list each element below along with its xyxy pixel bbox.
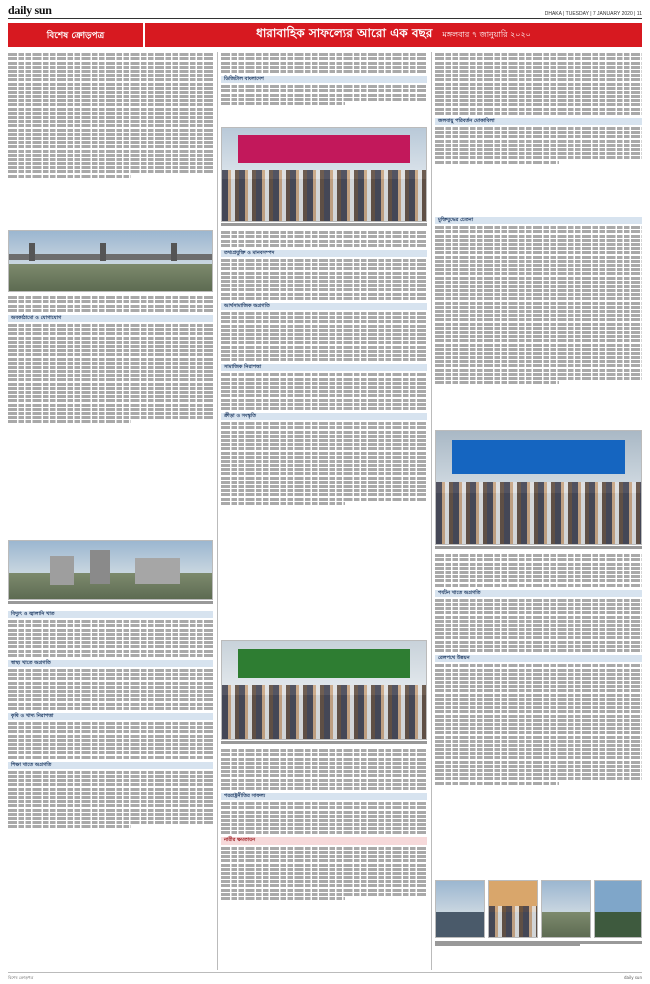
column-2-top <box>221 52 427 124</box>
masthead <box>8 5 642 19</box>
footer-right: daily sun <box>623 975 642 980</box>
bottom-strip-photo-1 <box>435 880 485 938</box>
column-1-bottom <box>8 608 213 968</box>
section-heading: পররাষ্ট্রনীতির সাফল্য <box>221 793 427 800</box>
column-2-bottom <box>221 748 427 968</box>
column-1-top <box>8 52 213 228</box>
footer-left: বিশেষ ক্রোড়পত্র <box>8 975 34 980</box>
newspaper-logo: daily sun <box>8 3 52 17</box>
section-heading: মুক্তিযুদ্ধের চেতনা <box>435 217 642 224</box>
column-3-bottom <box>435 553 642 873</box>
power-plant-photo <box>8 540 213 600</box>
section-heading: তথ্যপ্রযুক্তি ও মানবসম্পদ <box>221 250 427 257</box>
supplement-headline <box>143 23 642 47</box>
column-3-top <box>435 52 642 212</box>
section-heading: জলবায়ু পরিবর্তন মোকাবিলা <box>435 118 642 125</box>
section-heading: রেলপথে উন্নয়ন <box>435 655 642 662</box>
section-heading: স্বাস্থ্য খাতে অগ্রগতি <box>8 660 213 667</box>
headline-text: ধারাবাহিক সাফল্যের আরো এক বছর <box>256 26 433 40</box>
bottom-strip-photo-4 <box>594 880 642 938</box>
section-heading: নারীর ক্ষমতায়ন <box>221 837 427 844</box>
inauguration-photo <box>221 640 427 740</box>
supplement-title-bar <box>8 23 642 47</box>
ministers-group-photo <box>221 127 427 222</box>
section-heading: ক্রীড়া ও সংস্কৃতি <box>221 413 427 420</box>
section-heading: ডিজিটাল বাংলাদেশ <box>221 76 427 83</box>
photo-caption <box>435 546 642 549</box>
column-3-mid <box>435 214 642 426</box>
bridge-photo <box>8 230 213 292</box>
section-heading: বিদ্যুৎ ও জ্বালানি খাত <box>8 611 213 618</box>
pm-event-photo <box>435 430 642 545</box>
bottom-strip-photo-3 <box>541 880 591 938</box>
column-1-mid <box>8 295 213 535</box>
section-heading: সামাজিক নিরাপত্তা <box>221 364 427 371</box>
section-heading: পর্যটন খাতে অগ্রগতি <box>435 590 642 597</box>
photo-caption <box>8 601 213 604</box>
section-heading: কৃষি ও খাদ্য নিরাপত্তা <box>8 713 213 720</box>
headline-date: মঙ্গলবার ৭ জানুয়ারি ২০২০ <box>442 29 531 39</box>
section-heading: অবকাঠামো ও যোগাযোগ <box>8 315 213 322</box>
bottom-strip-photo-2 <box>488 880 538 938</box>
section-heading: শিক্ষা খাতে অগ্রগতি <box>8 762 213 769</box>
supplement-kicker: বিশেষ ক্রোড়পত্র <box>8 23 143 47</box>
page-footer <box>8 972 642 982</box>
section-heading: আর্থসামাজিক অগ্রগতি <box>221 303 427 310</box>
photo-caption <box>221 223 427 226</box>
photo-caption <box>221 741 427 744</box>
column-2-mid <box>221 230 427 630</box>
photo-strip-caption <box>435 941 642 946</box>
dateline: DHAKA | TUESDAY | 7 JANUARY 2020 | 11 <box>544 11 642 17</box>
